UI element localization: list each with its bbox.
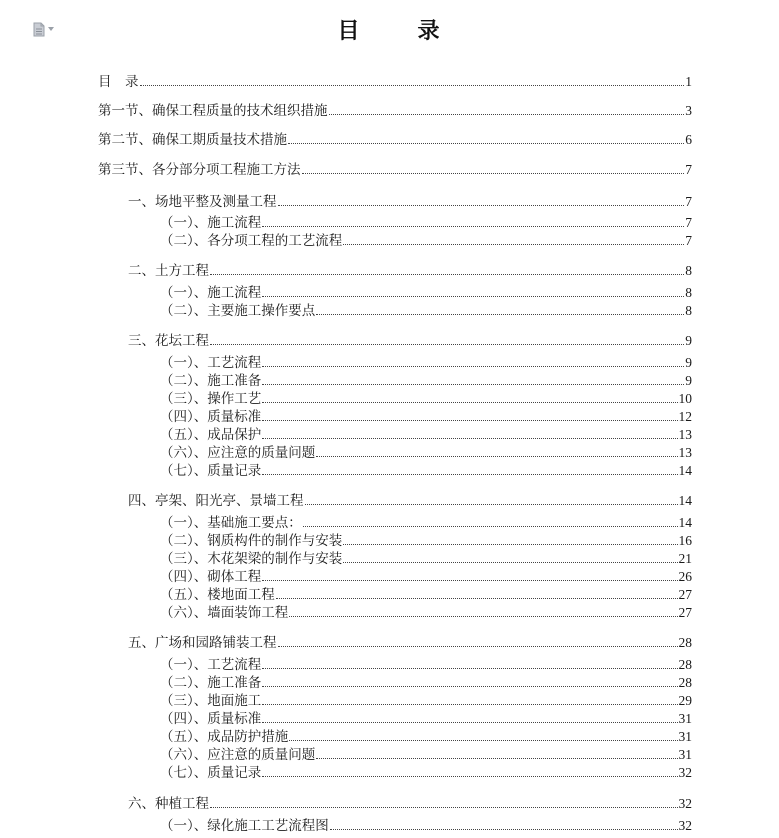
toc-entry-label: （六）、应注意的质量问题 [160,445,316,461]
toc-entry-label: 三、花坛工程 [128,333,209,349]
toc-entry[interactable] [160,604,692,622]
toc-entry-page: 31 [678,729,692,744]
toc-entry-label: （三）、地面施工 [160,693,262,709]
toc-entry-label: 第一节、确保工程质量的技术组织措施 [98,103,328,119]
toc-entry-page: 21 [678,551,692,566]
toc-entry-page: 32 [678,765,692,780]
toc-leader [210,274,684,275]
toc-entry[interactable] [128,193,692,211]
toc-entry[interactable] [160,656,692,674]
toc-leader [140,85,685,86]
toc-entry-label: （二）、施工准备 [160,373,262,389]
toc-entry[interactable] [160,390,692,408]
toc-entry[interactable] [128,332,692,350]
toc-entry[interactable] [160,214,692,232]
toc-leader [289,616,677,617]
toc-leader [343,562,677,563]
toc-entry[interactable] [128,795,692,813]
toc-entry-page: 13 [678,445,692,460]
toc-entry-label: （一）、绿化施工工艺流程图 [160,818,329,834]
toc-entry-label: （二）、施工准备 [160,675,262,691]
toc-entry[interactable] [160,568,692,586]
toc-entry[interactable] [160,302,692,320]
toc-leader [289,740,677,741]
toc-entry-page: 7 [685,233,692,248]
toc-entry[interactable] [160,728,692,746]
toc-entry-page: 31 [678,747,692,762]
toc-entry-page: 10 [678,391,692,406]
toc-entry-label: （七）、质量记录 [160,765,262,781]
toc-leader [262,580,677,581]
toc-leader [330,829,678,830]
toc-leader [262,366,684,367]
toc-entry[interactable] [160,462,692,480]
toc-entry[interactable] [160,674,692,692]
toc-entry[interactable] [128,634,692,652]
toc-entry-label: 第三节、各分部分项工程施工方法 [98,162,301,178]
toc-entry-page: 26 [678,569,692,584]
toc-entry-label: （六）、应注意的质量问题 [160,747,316,763]
toc-entry-label: 目 录 [98,74,139,90]
toc-entry-page: 12 [678,409,692,424]
toc-leader [278,205,685,206]
toc-entry[interactable] [98,161,692,179]
toc-leader [278,646,678,647]
toc-leader [288,143,684,144]
toc-leader [316,456,677,457]
toc-leader [276,598,678,599]
toc-entry-page: 1 [685,74,692,89]
toc-entry-page: 28 [678,675,692,690]
toc-entry-page: 27 [678,605,692,620]
toc-entry-page: 32 [678,796,692,811]
toc-entry[interactable] [98,102,692,120]
toc-entry-label: （一）、施工流程 [160,285,262,301]
toc-entry-label: （五）、成品保护 [160,427,262,443]
toc-entry-page: 29 [678,693,692,708]
toc-entry-page: 6 [685,132,692,147]
toc-entry-label: （六）、墙面装饰工程 [160,605,289,621]
toc-entry[interactable] [160,444,692,462]
toc-leader [262,384,684,385]
table-of-contents [98,0,692,838]
toc-entry-label: 二、土方工程 [128,263,209,279]
toc-leader [316,314,684,315]
toc-entry[interactable] [160,354,692,372]
toc-entry[interactable] [160,514,692,532]
toc-entry-label: （五）、楼地面工程 [160,587,275,603]
toc-entry[interactable] [160,426,692,444]
toc-entry[interactable] [98,73,692,91]
toc-entry-label: （四）、质量标准 [160,711,262,727]
toc-entry-page: 13 [678,427,692,442]
toc-entry[interactable] [160,408,692,426]
toc-leader [303,526,678,527]
toc-entry-label: （一）、工艺流程 [160,657,262,673]
toc-leader [262,704,677,705]
toc-leader [262,226,684,227]
toc-entry-page: 14 [678,515,692,530]
toc-entry-page: 8 [685,263,692,278]
toc-entry-page: 32 [678,818,692,833]
toc-entry[interactable] [160,817,692,835]
page-title: 目 录 [337,18,458,44]
toc-entry[interactable] [160,710,692,728]
toc-entry[interactable] [160,692,692,710]
toc-entry-page: 28 [678,657,692,672]
toc-entry-page: 7 [685,215,692,230]
toc-entry[interactable] [128,492,692,510]
toc-entry-page: 8 [685,303,692,318]
toc-entry-page: 9 [685,373,692,388]
toc-entry-label: （二）、各分项工程的工艺流程 [160,233,343,249]
toc-entry-label: 一、场地平整及测量工程 [128,194,277,210]
toc-leader [329,114,685,115]
toc-leader [262,668,677,669]
toc-entry-page: 28 [678,635,692,650]
toc-entry[interactable] [128,262,692,280]
toc-entry-page: 16 [678,533,692,548]
toc-entry-label: （一）、施工流程 [160,215,262,231]
toc-entry-page: 9 [685,355,692,370]
toc-entry[interactable] [160,764,692,782]
toc-leader [262,722,677,723]
toc-entry-page: 14 [678,463,692,478]
toc-leader [262,402,677,403]
toc-leader [262,474,677,475]
toc-leader [210,807,678,808]
toc-entry-label: 五、广场和园路铺装工程 [128,635,277,651]
toc-entry-label: 四、亭架、阳光亭、景墙工程 [128,493,304,509]
toc-leader [343,544,677,545]
toc-entry-label: （七）、质量记录 [160,463,262,479]
toc-entry[interactable] [160,586,692,604]
toc-leader [262,686,677,687]
toc-entry-page: 27 [678,587,692,602]
toc-entry-label: （三）、木花架梁的制作与安装 [160,551,343,567]
toc-leader [210,344,684,345]
toc-entry-label: （三）、操作工艺 [160,391,262,407]
toc-entry-page: 8 [685,285,692,300]
toc-leader [316,758,677,759]
toc-entry[interactable] [160,550,692,568]
toc-entry[interactable] [160,372,692,390]
toc-entry[interactable] [98,131,692,149]
toc-entry[interactable] [160,532,692,550]
toc-entry[interactable] [160,746,692,764]
toc-entry-label: （二）、钢质构件的制作与安装 [160,533,343,549]
toc-leader [262,438,677,439]
toc-entry-page: 14 [678,493,692,508]
toc-entry-label: （四）、质量标准 [160,409,262,425]
toc-entry-label: （二）、主要施工操作要点 [160,303,316,319]
toc-leader [262,420,677,421]
toc-entry-page: 7 [685,194,692,209]
toc-entry-label: 第二节、确保工期质量技术措施 [98,132,287,148]
toc-entry-page: 3 [685,103,692,118]
toc-entry-label: （一）、基础施工要点： [160,515,302,531]
toc-entry-page: 31 [678,711,692,726]
toc-leader [302,173,685,174]
toc-entry-label: （五）、成品防护措施 [160,729,289,745]
toc-entry-label: （一）、工艺流程 [160,355,262,371]
toc-leader [262,776,677,777]
toc-entry[interactable] [160,284,692,302]
toc-entry-page: 7 [685,162,692,177]
toc-leader [305,504,678,505]
toc-entry-label: （四）、砌体工程 [160,569,262,585]
toc-entry-label: 六、种植工程 [128,796,209,812]
toc-leader [343,244,684,245]
toc-entry[interactable] [160,232,692,250]
toc-leader [262,296,684,297]
toc-entry-page: 9 [685,333,692,348]
